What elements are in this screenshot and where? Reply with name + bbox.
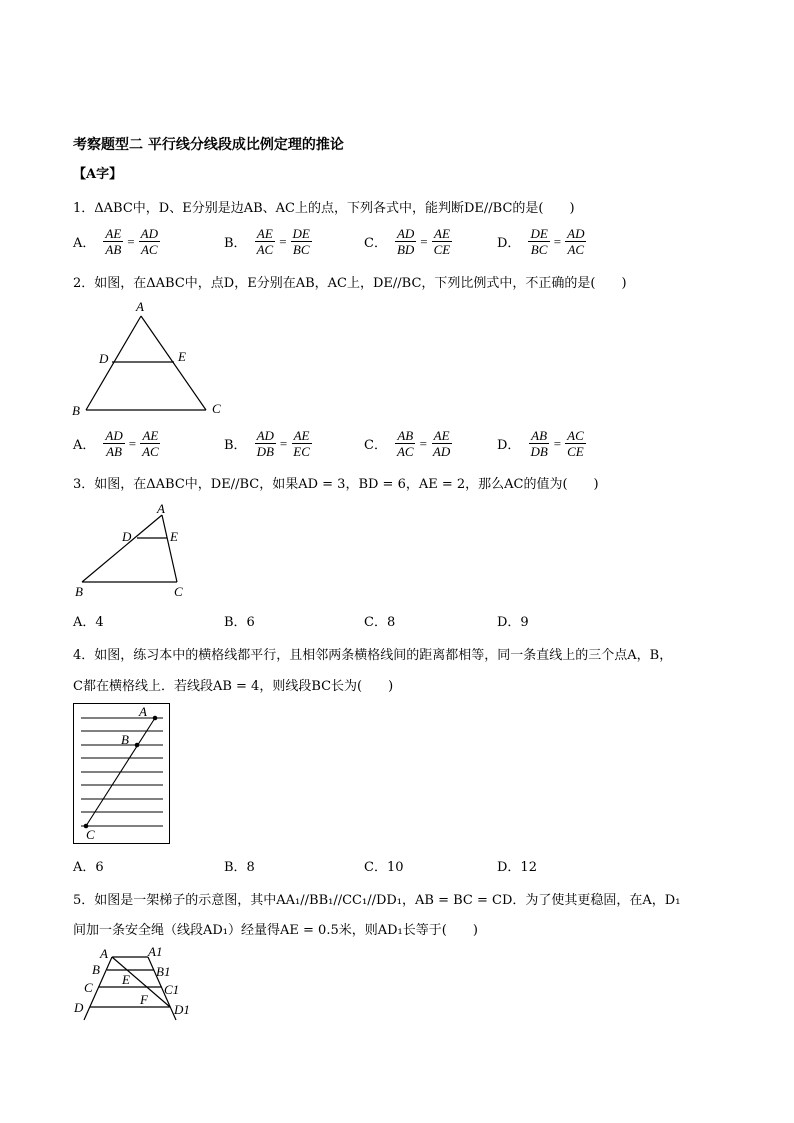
q2-option-a[interactable]: A． $\frac{AD}{AB}$ = $\frac{AE}{AC}$ (73, 428, 159, 459)
label-c: C (212, 401, 221, 416)
label-d: D (99, 351, 109, 366)
q4-option-c[interactable]: C．10 (364, 860, 404, 875)
q1-option-b[interactable]: B． $\frac{AE}{AC}$ = $\frac{DE}{BC}$ (224, 226, 310, 257)
label-f: F (140, 992, 148, 1007)
q2-text: 2．如图，在ΔABC中，点D，E分别在AB，AC上，DE//BC，下列比例式中，不正确的是( ) (73, 276, 627, 291)
fraction-right: $\frac{AD}{AC}$ (567, 226, 585, 257)
q3-option-b[interactable]: B．6 (224, 615, 255, 630)
q3-option-d[interactable]: D．9 (497, 615, 529, 630)
label-a: A (157, 501, 165, 516)
label-c: C (84, 980, 93, 995)
label-b: B (121, 732, 129, 747)
point-a (153, 716, 158, 721)
fraction-left: $\frac{DE}{BC}$ (530, 226, 548, 257)
label-a: A (139, 704, 147, 719)
fraction-right: $\frac{DE}{BC}$ (292, 226, 310, 257)
label-e: E (122, 972, 130, 987)
label-a1: A1 (148, 944, 163, 959)
section-title: 考察题型二 平行线分线段成比例定理的推论 (73, 137, 344, 153)
q2-triangle-figure (66, 296, 236, 421)
label-c: C (86, 827, 95, 842)
fraction-left: $\frac{AD}{AB}$ (105, 428, 123, 459)
fraction-right: $\frac{AE}{EC}$ (293, 428, 310, 459)
fraction-left: $\frac{AD}{BD}$ (396, 226, 415, 257)
q5-text-line1: 5．如图是一架梯子的示意图，其中AA₁//BB₁//CC₁//DD₁，AB = BC = CD．为了使其更稳固，在A，D₁ (73, 893, 681, 908)
label-c: C (174, 584, 183, 599)
q4-notebook-figure (73, 703, 171, 845)
q4-option-a[interactable]: A．6 (73, 860, 104, 875)
fraction-left: $\frac{AE}{AC}$ (256, 226, 274, 257)
label-e: E (178, 349, 186, 364)
q1-option-a[interactable]: A． $\frac{AE}{AB}$ = $\frac{AD}{AC}$ (73, 226, 158, 257)
q4-option-d[interactable]: D．12 (497, 860, 537, 875)
fraction-left: $\frac{AB}{AC}$ (396, 428, 414, 459)
side-ab (82, 515, 162, 582)
fraction-left: $\frac{AB}{DB}$ (530, 428, 548, 459)
q5-ladder-figure (70, 944, 200, 1024)
q2-option-d[interactable]: D． $\frac{AB}{DB}$ = $\frac{AC}{CE}$ (497, 428, 584, 459)
label-a: A (136, 299, 144, 314)
label-e: E (170, 529, 178, 544)
q2-option-c[interactable]: C． $\frac{AB}{AC}$ = $\frac{AE}{AD}$ (364, 428, 451, 459)
q5-text-line2: 间加一条安全绳（线段AD₁）经量得AE = 0.5米，则AD₁长等于( ) (73, 923, 478, 938)
q1-option-c[interactable]: C． $\frac{AD}{BD}$ = $\frac{AE}{CE}$ (364, 226, 451, 257)
label-d: D (122, 529, 132, 544)
q3-triangle-figure (70, 500, 195, 600)
fraction-right: $\frac{AD}{AC}$ (140, 226, 158, 257)
label-b: B (92, 962, 100, 977)
label-d: D (74, 1000, 84, 1015)
q4-text-line2: C都在横格线上．若线段AB = 4，则线段BC长为( ) (73, 679, 394, 694)
fraction-right: $\frac{AE}{AD}$ (432, 428, 451, 459)
fraction-right: $\frac{AE}{AC}$ (142, 428, 159, 459)
fraction-right: $\frac{AC}{CE}$ (567, 428, 584, 459)
side-ab (86, 316, 141, 410)
fraction-right: $\frac{AE}{CE}$ (433, 226, 451, 257)
q3-text: 3．如图，在ΔABC中，DE//BC，如果AD = 3，BD = 6，AE = 2，那么AC的值为( ) (73, 477, 599, 492)
q2-option-b[interactable]: B． $\frac{AD}{DB}$ = $\frac{AE}{EC}$ (224, 428, 310, 459)
side-ac (141, 316, 206, 410)
q3-option-a[interactable]: A．4 (73, 615, 104, 630)
label-b: B (72, 403, 80, 418)
label-b1: B1 (156, 964, 171, 979)
label-a: A (100, 946, 108, 961)
q4-text-line1: 4．如图，练习本中的横格线都平行，且相邻两条横格线间的距离都相等，同一条直线上的三个点A，B， (73, 648, 673, 663)
point-b (135, 743, 140, 748)
label-b: B (75, 584, 83, 599)
q3-option-c[interactable]: C．8 (364, 615, 396, 630)
label-d1: D1 (174, 1002, 190, 1017)
label-c1: C1 (164, 982, 180, 997)
fraction-left: $\frac{AD}{DB}$ (256, 428, 274, 459)
side-ac (162, 515, 177, 582)
q1-text: 1．ΔABC中，D、E分别是边AB、AC上的点，下列各式中，能判断DE//BC的是( ) (73, 201, 575, 216)
q1-option-d[interactable]: D． $\frac{DE}{BC}$ = $\frac{AD}{AC}$ (497, 226, 585, 257)
q4-option-b[interactable]: B．8 (224, 860, 255, 875)
fraction-left: $\frac{AE}{AB}$ (105, 226, 122, 257)
section-tag: 【A字】 (73, 167, 123, 182)
